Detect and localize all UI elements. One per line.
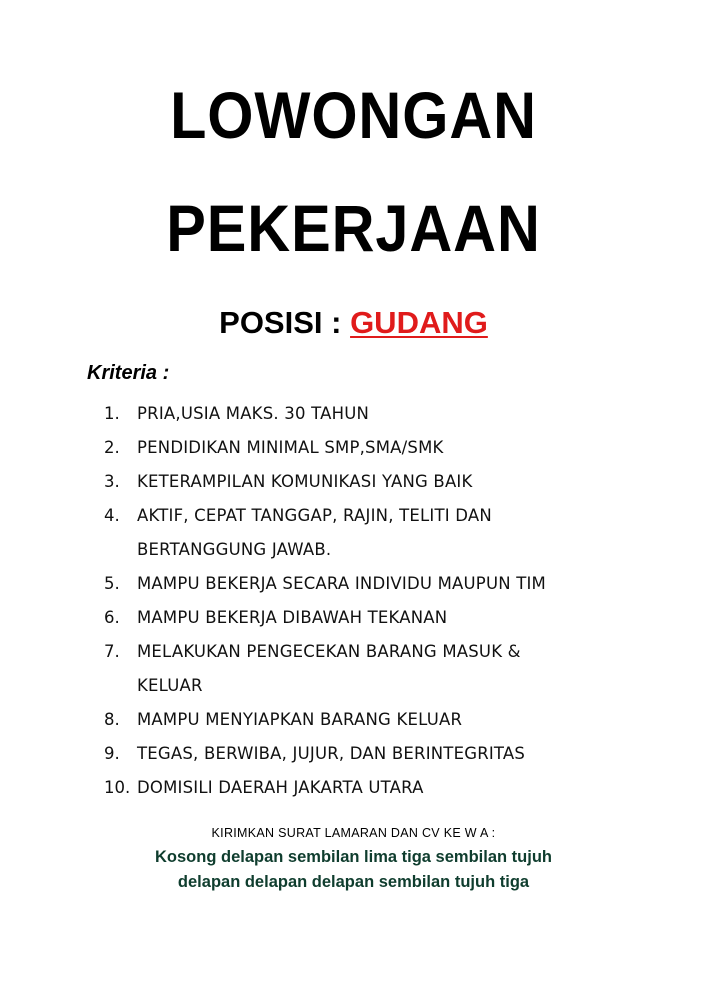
criteria-item-number: 9. xyxy=(104,744,120,763)
criteria-item-text: MAMPU MENYIAPKAN BARANG KELUAR xyxy=(137,710,463,729)
criteria-item-number: 6. xyxy=(104,608,120,627)
criteria-item-number: 7. xyxy=(104,642,120,661)
contact-number-line-2: delapan delapan delapan sembilan tujuh tiga xyxy=(177,873,530,891)
criteria-item-text: MELAKUKAN PENGECEKAN BARANG MASUK & xyxy=(137,642,521,661)
criteria-item-text: TEGAS, BERWIBA, JUJUR, DAN BERINTEGRITAS xyxy=(137,744,526,763)
criteria-item-text: KETERAMPILAN KOMUNIKASI YANG BAIK xyxy=(137,472,473,491)
contact-instruction: KIRIMKAN SURAT LAMARAN DAN CV KE W A : xyxy=(211,826,496,840)
criteria-item xyxy=(104,771,664,805)
criteria-list xyxy=(104,397,664,805)
criteria-item-number xyxy=(104,533,137,567)
criteria-item xyxy=(104,499,664,533)
position-value: GUDANG xyxy=(350,305,488,340)
headline-line-2: PEKERJAAN xyxy=(166,191,541,265)
position-label: POSISI : xyxy=(219,305,351,340)
criteria-item-number: 10. xyxy=(104,778,131,797)
criteria-item xyxy=(104,703,664,737)
headline-line-1: LOWONGAN xyxy=(170,78,537,152)
criteria-item-number: 1. xyxy=(104,404,120,423)
criteria-item-continuation xyxy=(104,669,664,703)
criteria-heading: Kriteria : xyxy=(87,362,170,384)
criteria-item xyxy=(104,465,664,499)
criteria-item-text: PRIA,USIA MAKS. 30 TAHUN xyxy=(137,404,370,423)
criteria-item xyxy=(104,737,664,771)
criteria-item-number: 4. xyxy=(104,506,120,525)
criteria-item xyxy=(104,397,664,431)
criteria-item-text: DOMISILI DAERAH JAKARTA UTARA xyxy=(137,778,424,797)
criteria-item-text: AKTIF, CEPAT TANGGAP, RAJIN, TELITI DAN xyxy=(137,506,492,525)
criteria-item xyxy=(104,431,664,465)
criteria-item xyxy=(104,635,664,669)
position-title xyxy=(0,306,707,340)
criteria-item-number: 3. xyxy=(104,472,120,491)
criteria-item-text: KELUAR xyxy=(137,676,203,695)
criteria-item-text: BERTANGGUNG JAWAB. xyxy=(137,540,332,559)
criteria-item-text: MAMPU BEKERJA SECARA INDIVIDU MAUPUN TIM xyxy=(137,574,546,593)
contact-number-line-1: Kosong delapan sembilan lima tiga sembilan tujuh xyxy=(155,848,552,866)
criteria-item-number: 5. xyxy=(104,574,120,593)
criteria-item-continuation xyxy=(104,533,664,567)
criteria-item xyxy=(104,567,664,601)
criteria-item xyxy=(104,601,664,635)
criteria-item-number: 8. xyxy=(104,710,120,729)
criteria-item-text: MAMPU BEKERJA DIBAWAH TEKANAN xyxy=(137,608,448,627)
criteria-item-text: PENDIDIKAN MINIMAL SMP,SMA/SMK xyxy=(137,438,444,457)
criteria-item-number xyxy=(104,669,137,703)
criteria-item-number: 2. xyxy=(104,438,120,457)
